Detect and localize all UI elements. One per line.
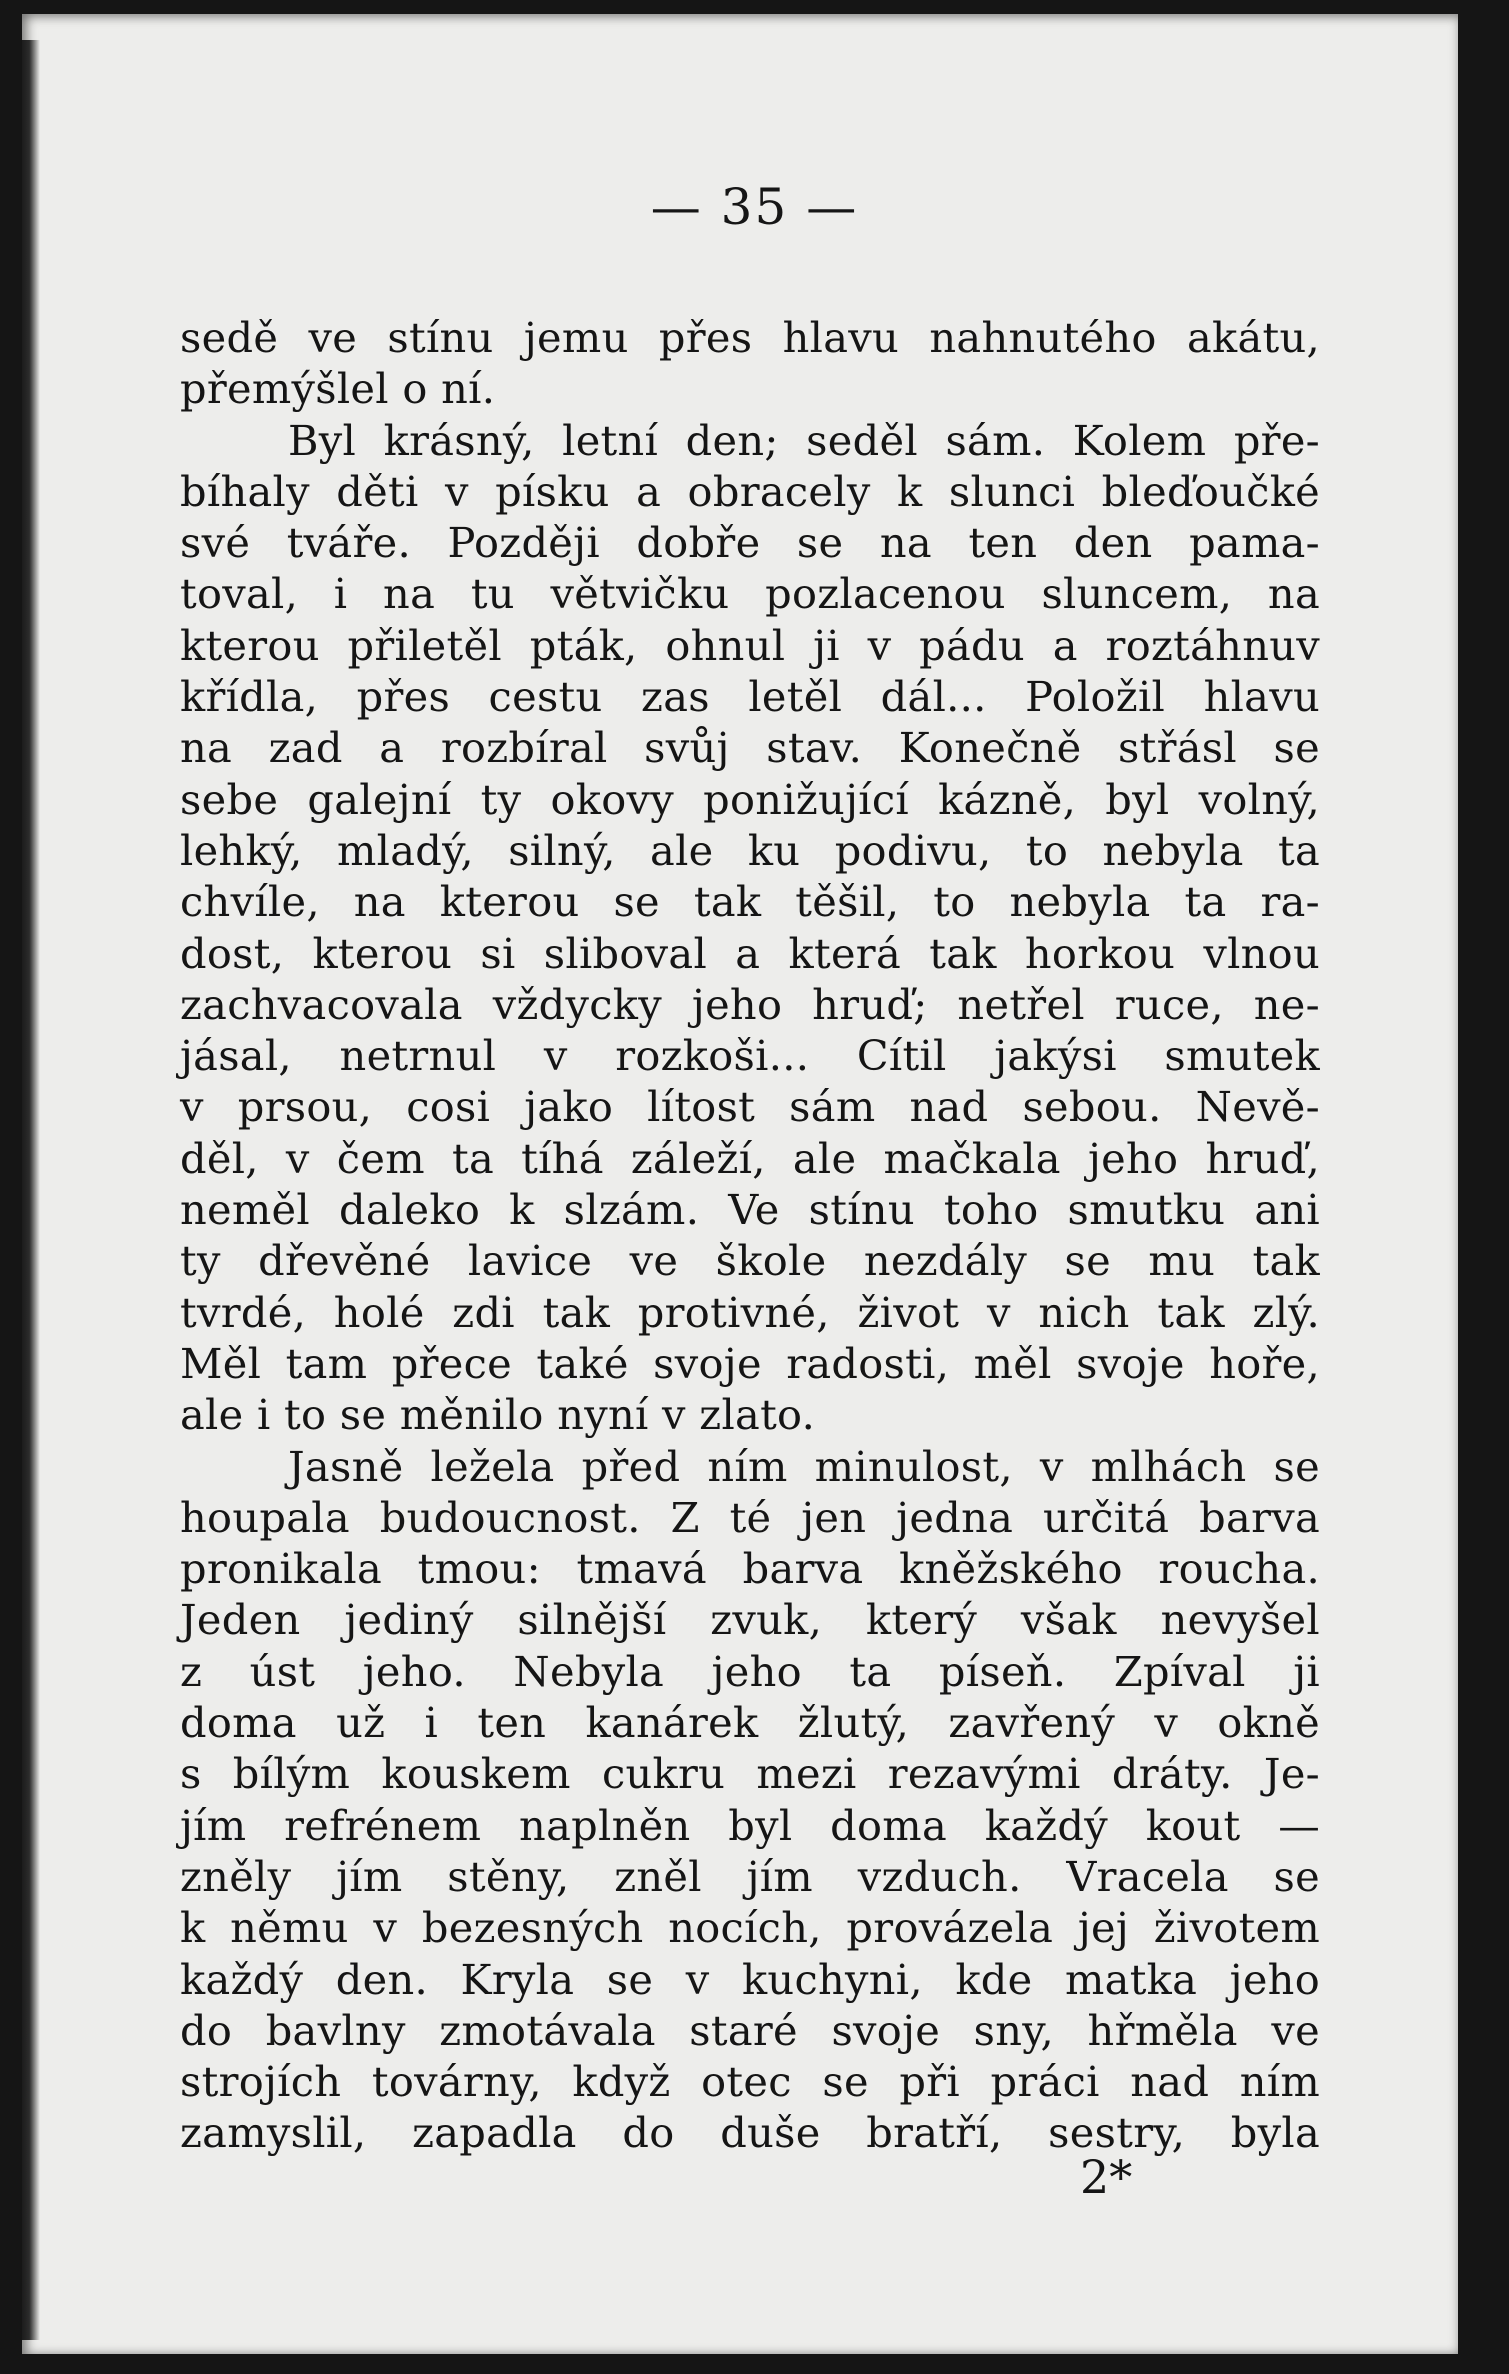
text-line: sebe galejní ty okovy ponižující kázně, byl volný, — [180, 774, 1320, 824]
text-line: kterou přiletěl pták, ohnul ji v pádu a roztáhnuv — [180, 620, 1320, 670]
text-line: k němu v bezesných nocích, provázela jej životem — [180, 1903, 1320, 1953]
text-line: na zad a rozbíral svůj stav. Konečně střásl se — [180, 723, 1320, 773]
text-line: přemýšlel o ní. — [180, 364, 496, 414]
text-line: strojích továrny, když otec se při práci nad ním — [180, 2057, 1320, 2107]
signature-mark: 2* — [1080, 2150, 1133, 2204]
text-line: Jasně ležela před ním minulost, v mlhách se — [288, 1441, 1320, 1491]
text-line: s bílým kouskem cukru mezi rezavými dráty. Je- — [180, 1749, 1320, 1799]
body-text — [180, 312, 1320, 2159]
text-line: Měl tam přece také svoje radosti, měl svoje hoře, — [180, 1338, 1320, 1388]
right-margin-shadow — [1458, 0, 1509, 2374]
text-line: tvrdé, holé zdi tak protivné, život v nich tak zlý. — [180, 1287, 1320, 1337]
text-line: jásal, netrnul v rozkoši... Cítil jakýsi smutek — [180, 1031, 1320, 1081]
text-line: zněly jím stěny, zněl jím vzduch. Vracela se — [180, 1851, 1320, 1901]
text-line: ty dřevěné lavice ve škole nezdály se mu tak — [180, 1236, 1320, 1286]
text-line: v prsou, cosi jako lítost sám nad sebou. Nevě- — [180, 1082, 1320, 1132]
text-line: zachvacovala vždycky jeho hruď; netřel ruce, ne- — [180, 979, 1320, 1029]
text-line: z úst jeho. Nebyla jeho ta píseň. Zpíval ji — [180, 1646, 1320, 1696]
text-line: své tváře. Později dobře se na ten den pama- — [180, 518, 1320, 568]
text-line: doma už i ten kanárek žlutý, zavřený v okně — [180, 1698, 1320, 1748]
text-line: každý den. Kryla se v kuchyni, kde matka jeho — [180, 1954, 1320, 2004]
text-line: Jeden jediný silnější zvuk, který však nevyšel — [180, 1595, 1320, 1645]
page-number: — 35 — — [650, 178, 859, 236]
text-line: děl, v čem ta tíhá záleží, ale mačkala jeho hruď, — [180, 1133, 1320, 1183]
text-line: jím refrénem naplněn byl doma každý kout — — [180, 1800, 1320, 1850]
text-line: ale i to se měnilo nyní v zlato. — [180, 1390, 816, 1440]
text-line: toval, i na tu větvičku pozlacenou sluncem, na — [180, 569, 1320, 619]
text-line: do bavlny zmotávala staré svoje sny, hřměla ve — [180, 2005, 1320, 2055]
text-line: neměl daleko k slzám. Ve stínu toho smutku ani — [180, 1185, 1320, 1235]
text-line: dost, kterou si sliboval a která tak horkou vlnou — [180, 928, 1320, 978]
text-line: Byl krásný, letní den; seděl sám. Kolem pře- — [288, 415, 1320, 465]
text-line: lehký, mladý, silný, ale ku podivu, to nebyla ta — [180, 825, 1320, 875]
text-line: pronikala tmou: tmavá barva kněžského roucha. — [180, 1544, 1320, 1594]
text-line: zamyslil, zapadla do duše bratří, sestry, byla — [180, 2108, 1320, 2158]
binding-spine — [22, 40, 40, 2340]
text-line: houpala budoucnost. Z té jen jedna určitá barva — [180, 1492, 1320, 1542]
text-line: sedě ve stínu jemu přes hlavu nahnutého akátu, — [180, 313, 1320, 362]
text-line: křídla, přes cestu zas letěl dál... Položil hlavu — [180, 672, 1320, 722]
text-line: chvíle, na kterou se tak těšil, to nebyla ta ra- — [180, 877, 1320, 927]
text-line: bíhaly děti v písku a obracely k slunci bleďoučké — [180, 466, 1320, 516]
